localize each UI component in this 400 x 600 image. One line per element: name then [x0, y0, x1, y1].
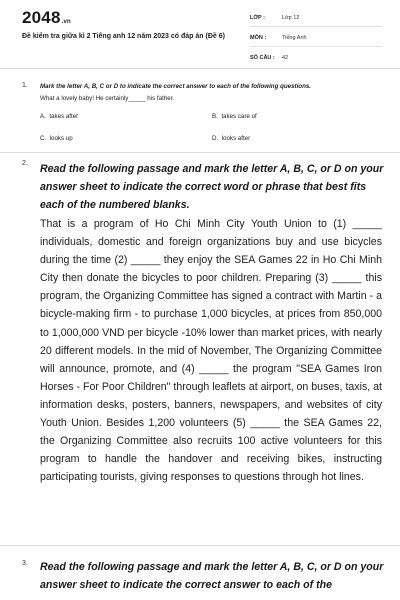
question-divider — [0, 545, 400, 546]
option-letter: C. — [40, 135, 47, 142]
meta-row-count — [250, 50, 382, 66]
page-header — [0, 0, 400, 69]
option-text: takes after — [49, 113, 79, 120]
question-number: 3. — [22, 560, 28, 567]
answer-option-d[interactable] — [212, 134, 250, 143]
meta-label: MÔN : — [250, 35, 267, 41]
meta-row-class — [250, 10, 382, 27]
site-logo[interactable] — [22, 8, 71, 28]
answer-option-a[interactable] — [40, 112, 78, 121]
meta-value: Lớp 12 — [282, 15, 300, 21]
option-text: takes care of — [221, 113, 257, 120]
meta-label: LỚP : — [250, 15, 265, 21]
question-instruction: Read the following passage and mark the letter A, B, C, or D on your answer sheet to indicate the correct word or phrase that best fits each of the numbered blanks. — [40, 163, 384, 211]
meta-row-subject — [250, 30, 382, 47]
answer-option-c[interactable] — [40, 134, 73, 143]
meta-value: Tiếng Anh — [282, 35, 307, 41]
exam-meta — [250, 10, 382, 69]
question-stem: What a lovely baby! He certainly_____ his father. — [40, 95, 175, 102]
logo-text: 2048 — [22, 8, 61, 27]
question-instruction: Mark the letter A, B, C or D to indicate the correct answer to each of the following questions. — [40, 83, 312, 90]
question-number: 2. — [22, 160, 28, 167]
exam-title: Đề kiểm tra giữa kì 2 Tiếng anh 12 năm 2023 có đáp án (Đề 6) — [22, 33, 225, 40]
question-divider — [0, 152, 400, 153]
logo-suffix: .vn — [61, 19, 71, 25]
option-text: looks up — [49, 135, 73, 142]
option-letter: D. — [212, 135, 219, 142]
answer-option-b[interactable] — [212, 112, 257, 121]
reading-passage: That is a program of Ho Chi Minh City Youth Union to (1) _____ individuals, domestic and foreign organizations buy and use bicycles during the time (2) _____ they enjoy the SEA Games 22 in Ho Chi Minh City then donate the bicycles to poor children. Preparing (3) _____ this program, the Organizing Committee has signed a contract with Martin - a bicycle-making firm - to purchase 1,000 bicycles, at prices from 850,000 to 1,000,000 VND per bicycle -10% lower than market prices, with nearly 20 different models. In the mid of November, The Organizing Committee will announce, promote, and (4) _____ the program "SEA Games Iron Horses - For Poor Children" through leaflets at airport, on buses, taxis, at information desks, posters, banners, newspapers, and websites of city Youth Union. Besides 1,200 volunteers (5) _____ the SEA Games 22, the Organizing Committee also recruits 100 active volunteers for this program to handle the handover and receiving bikes, instructing participating tourists, giving responses to questions through hot lines. — [40, 218, 382, 484]
meta-value: 42 — [282, 55, 289, 61]
question-number: 1. — [22, 82, 28, 89]
option-text: looks after — [221, 135, 251, 142]
question-instruction: Read the following passage and mark the letter A, B, C, or D on your answer sheet to indicate the correct answer to each of the — [40, 561, 384, 591]
meta-label: SỐ CÂU : — [250, 55, 275, 61]
option-letter: B. — [212, 113, 218, 120]
option-letter: A. — [40, 113, 46, 120]
